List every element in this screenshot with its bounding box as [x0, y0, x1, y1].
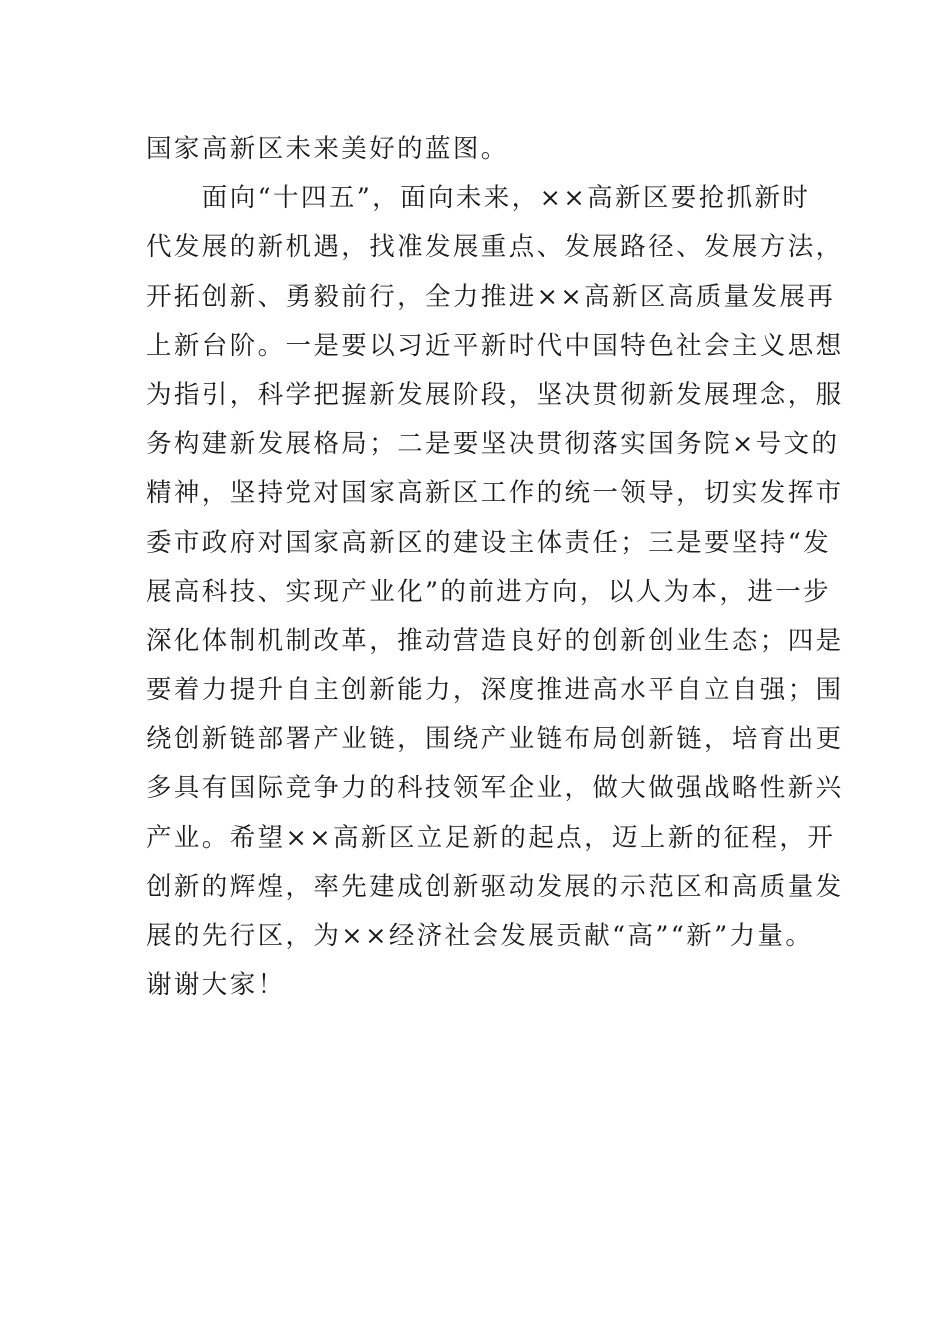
text-line-12: 要着力提升自主创新能力，深度推进高水平自立自强；围 — [146, 675, 844, 706]
text-line-11: 深化体制机制改革，推动营造良好的创新创业生态；四是 — [146, 625, 844, 656]
text-line-13: 绕创新链部署产业链，围绕产业链布局创新链，培育出更 — [146, 724, 844, 755]
text-line-2: 面向“十四五”，面向未来，××高新区要抢抓新时 — [146, 183, 811, 214]
text-line-9: 委市政府对国家高新区的建设主体责任；三是要坚持“发 — [146, 527, 832, 558]
text-line-14: 多具有国际竞争力的科技领军企业，做大做强战略性新兴 — [146, 773, 844, 804]
speech-text — [146, 125, 844, 1010]
text-line-8: 精神，坚持党对国家高新区工作的统一领导，切实发挥市 — [146, 478, 844, 509]
text-line-3: 代发展的新机遇，找准发展重点、发展路径、发展方法， — [146, 232, 844, 263]
text-line-6: 为指引，科学把握新发展阶段，坚决贯彻新发展理念，服 — [146, 379, 844, 410]
text-line-18: 谢谢大家！ — [146, 970, 286, 1001]
text-line-16: 创新的辉煌，率先建成创新驱动发展的示范区和高质量发 — [146, 871, 844, 902]
text-line-5: 上新台阶。一是要以习近平新时代中国特色社会主义思想 — [146, 330, 844, 361]
text-line-4: 开拓创新、勇毅前行，全力推进××高新区高质量发展再 — [146, 281, 836, 312]
text-line-15: 产业。希望××高新区立足新的起点，迈上新的征程，开 — [146, 822, 836, 853]
text-line-17: 展的先行区，为××经济社会发展贡献“高”“新”力量。 — [146, 921, 814, 951]
text-line-1: 国家高新区未来美好的蓝图。 — [146, 134, 509, 164]
text-line-10: 展高科技、实现产业化”的前进方向，以人为本，进一步 — [146, 576, 832, 607]
text-line-7: 务构建新发展格局；二是要坚决贯彻落实国务院×号文的 — [146, 429, 840, 460]
